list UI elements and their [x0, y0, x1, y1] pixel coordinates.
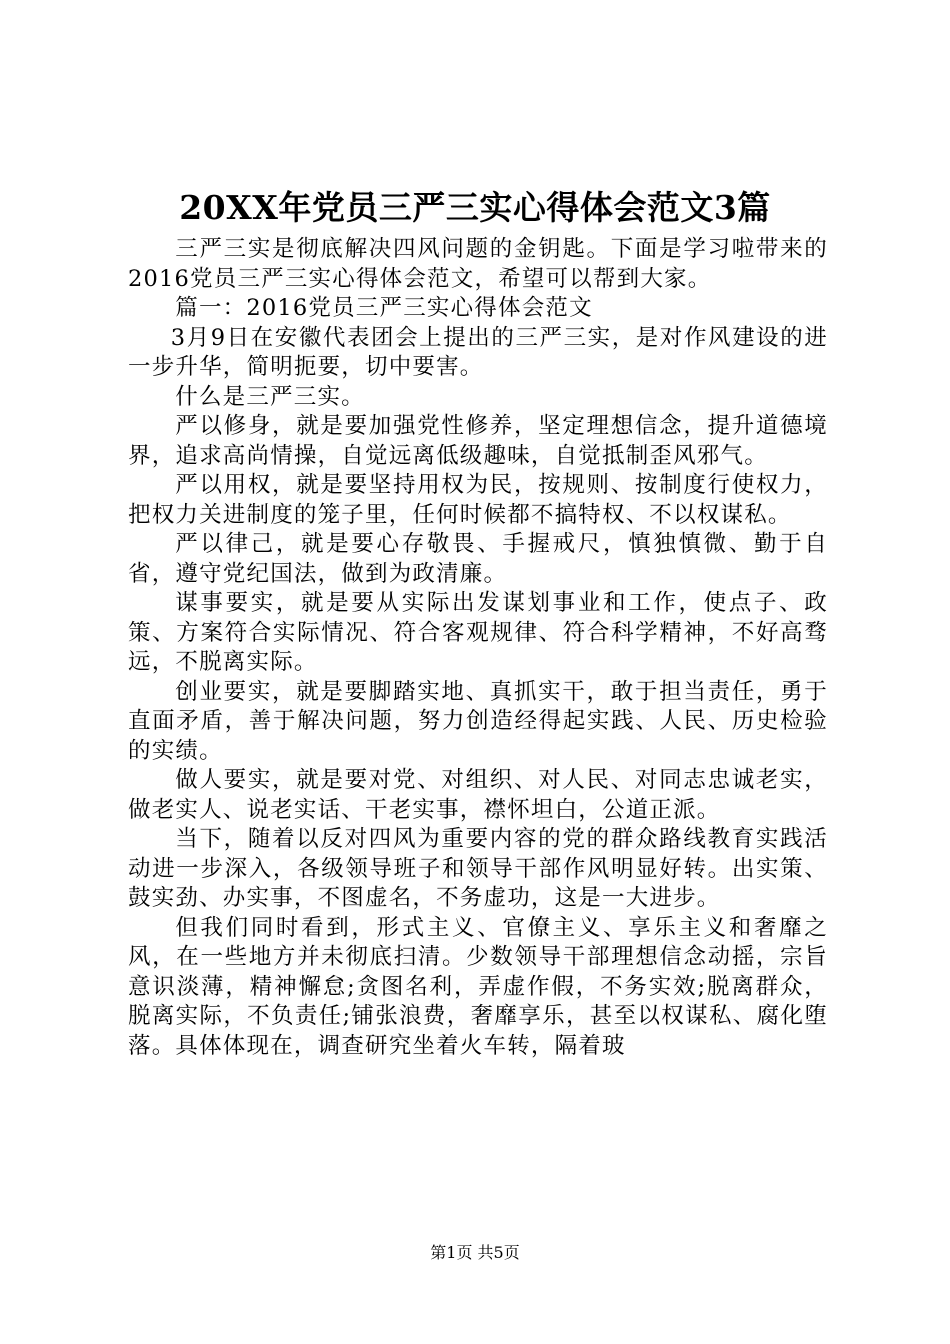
- paragraph-use-of-power: 严以用权，就是要坚持用权为民，按规则、按制度行使权力，把权力关进制度的笼子里，任何时候都不搞特权、不以权谋私。: [128, 472, 828, 528]
- paragraph-what-is: 什么是三严三实。: [175, 383, 365, 410]
- paragraph-entrepreneurship: 创业要实，就是要脚踏实地、真抓实干，敢于担当责任，勇于直面矛盾，善于解决问题，努力创造经得起实践、人民、历史检验的实绩。: [128, 678, 828, 764]
- page-footer: 第1页 共5页: [430, 1243, 520, 1262]
- paragraph-section-heading: 篇一：2016党员三严三实心得体会范文: [175, 295, 593, 321]
- paragraph-intro: 三严三实是彻底解决四风问题的金钥匙。下面是学习啦带来的2016党员三严三实心得体会范文，希望可以帮到大家。: [128, 236, 828, 292]
- paragraph-current-situation: 当下，随着以反对四风为重要内容的党的群众路线教育实践活动进一步深入，各级领导班子和领导干部作风明显好转。出实策、鼓实劲、办实事，不图虚名，不务虚功，这是一大进步。: [128, 826, 828, 911]
- paragraph-self-cultivation: 严以修身，就是要加强党性修养，坚定理想信念，提升道德境界，追求高尚情操，自觉远离低级趣味，自觉抵制歪风邪气。: [128, 413, 828, 469]
- paragraph-conduct: 做人要实，就是要对党、对组织、对人民、对同志忠诚老实，做老实人、说老实话、干老实事，襟怀坦白，公道正派。: [128, 767, 828, 823]
- document-title: 20XX年党员三严三实心得体会范文3篇: [179, 188, 771, 227]
- document-body: [128, 235, 828, 1061]
- paragraph-problems: 但我们同时看到，形式主义、官僚主义、享乐主义和奢靡之风，在一些地方并未彻底扫清。少数领导干部理想信念动摇，宗旨意识淡薄，精神懈怠;贪图名利，弄虚作假，不务实效;脱离群众，脱离实际，不负责任;铺张浪费，奢靡享乐，甚至以权谋私、腐化堕落。具体体现在，调查研究坐着火车转，隔着玻: [128, 914, 828, 1059]
- paragraph-self-discipline: 严以律己，就是要心存敬畏、手握戒尺，慎独慎微、勤于自省，遵守党纪国法，做到为政清廉。: [128, 531, 828, 587]
- paragraph-anhui-meeting: 3月9日在安徽代表团会上提出的三严三实，是对作风建设的进一步升华，简明扼要，切中要害。: [128, 324, 828, 380]
- paragraph-planning: 谋事要实，就是要从实际出发谋划事业和工作，使点子、政策、方案符合实际情况、符合客观规律、符合科学精神，不好高骛远，不脱离实际。: [128, 590, 828, 675]
